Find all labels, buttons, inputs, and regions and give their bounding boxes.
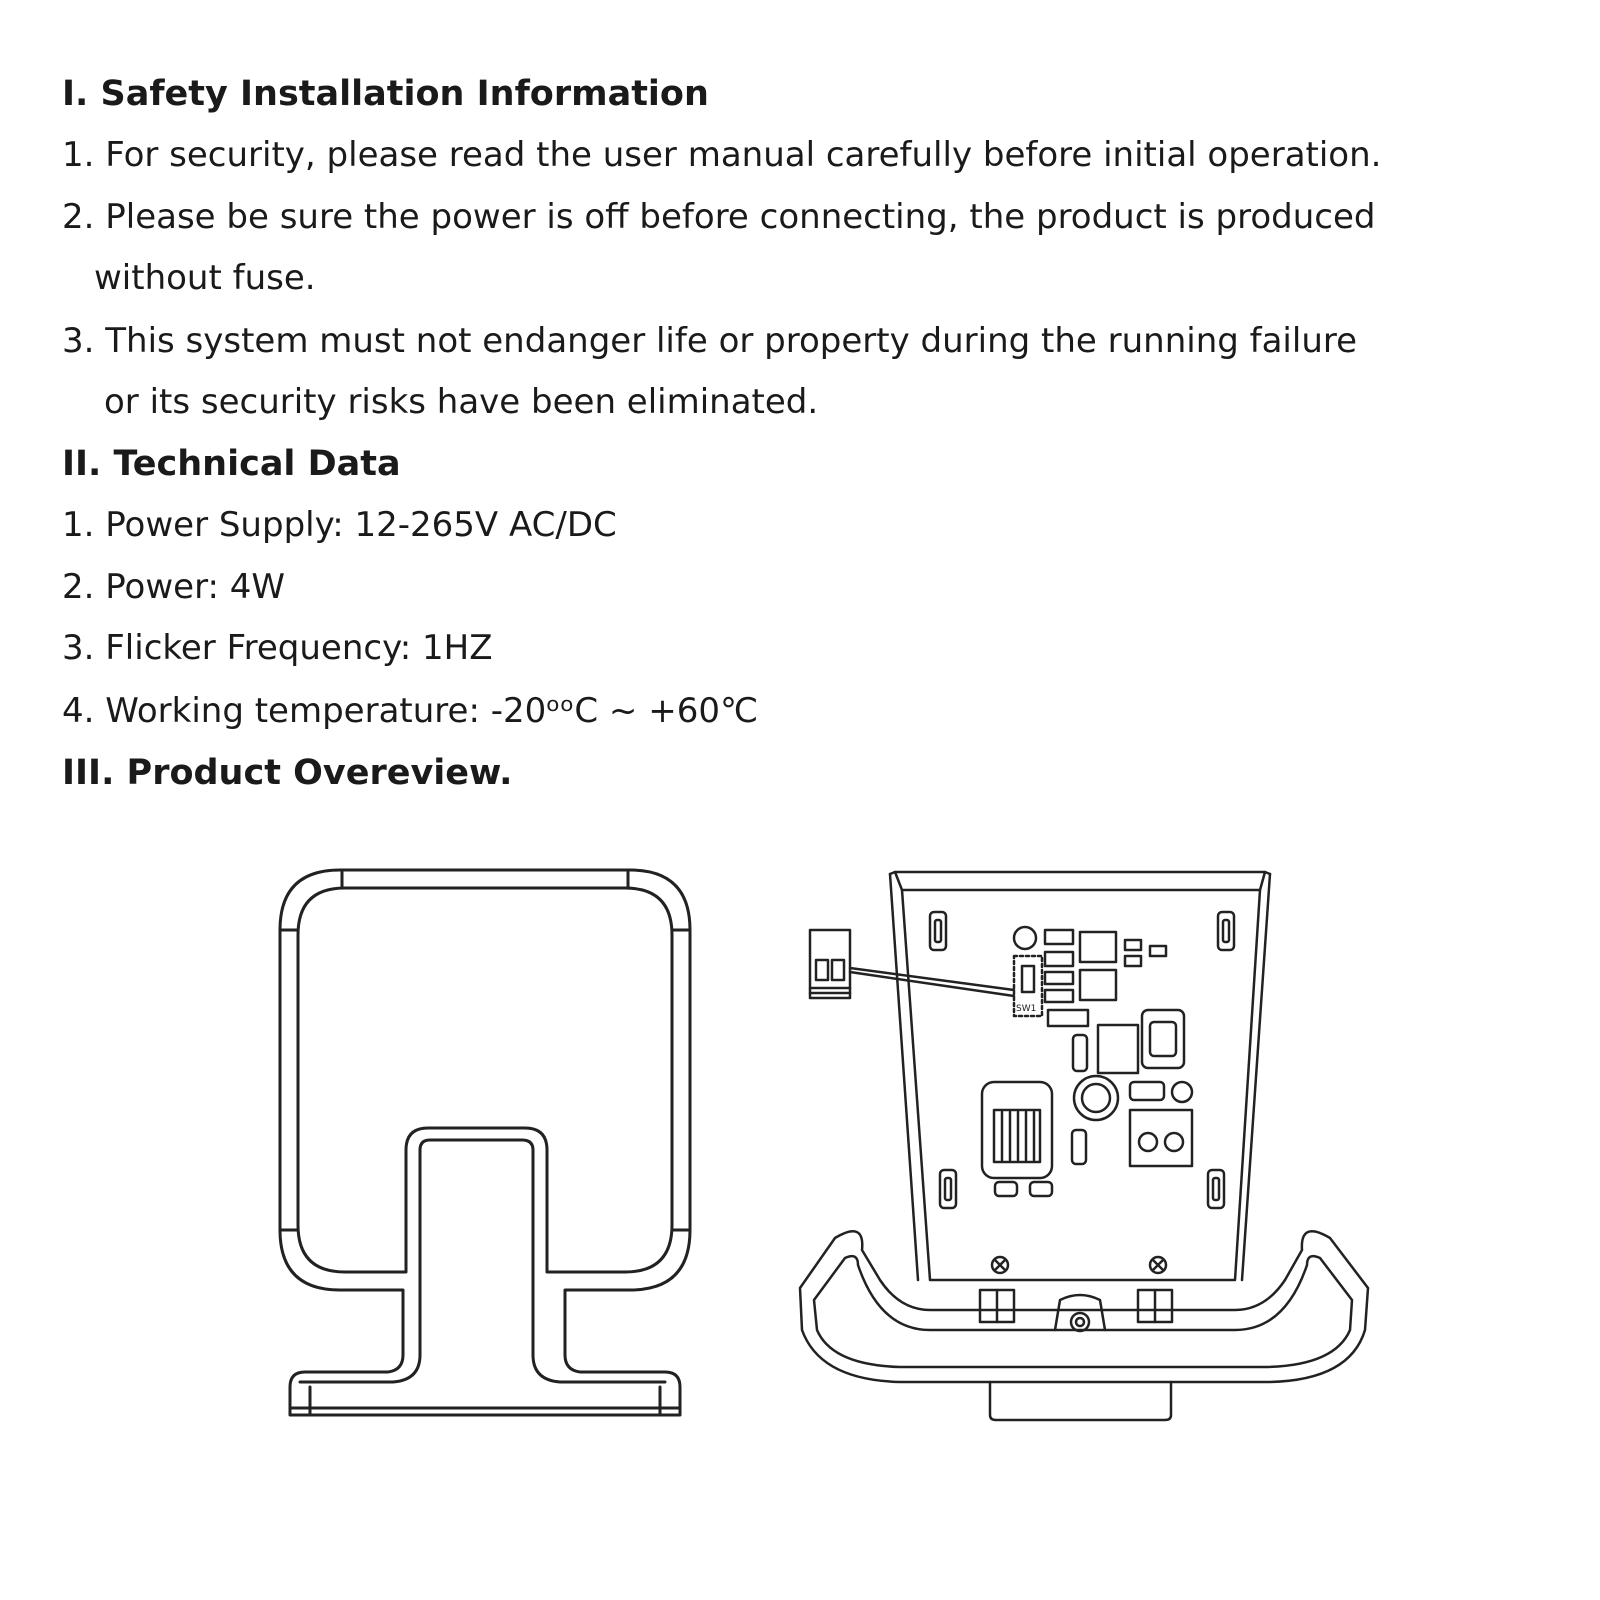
safety-item-1: 1. For security, please read the user manual carefully before initial operation. bbox=[62, 135, 1382, 175]
section2-heading: II. Technical Data bbox=[62, 444, 401, 484]
tech-item-power-supply: 1. Power Supply: 12-265V AC/DC bbox=[62, 505, 617, 545]
device-front-view-drawing bbox=[270, 860, 700, 1430]
safety-item-2-continuation: without fuse. bbox=[94, 258, 316, 298]
section3-heading: III. Product Overeview. bbox=[62, 753, 513, 793]
tech-item-power: 2. Power: 4W bbox=[62, 567, 285, 607]
tech-item-working-temperature: 4. Working temperature: -20ᵒᵒC ~ +60℃ bbox=[62, 691, 759, 731]
safety-item-3-continuation: or its security risks have been eliminated. bbox=[104, 382, 819, 422]
device-internal-view-drawing bbox=[790, 860, 1380, 1430]
tech-item-flicker-frequency: 3. Flicker Frequency: 1HZ bbox=[62, 628, 493, 668]
safety-item-3: 3. This system must not endanger life or property during the running failure bbox=[62, 321, 1358, 361]
section1-heading: I. Safety Installation Information bbox=[62, 74, 709, 114]
safety-item-2: 2. Please be sure the power is off before connecting, the product is produced bbox=[62, 197, 1376, 237]
switch-label: SW1 bbox=[1016, 1004, 1037, 1014]
